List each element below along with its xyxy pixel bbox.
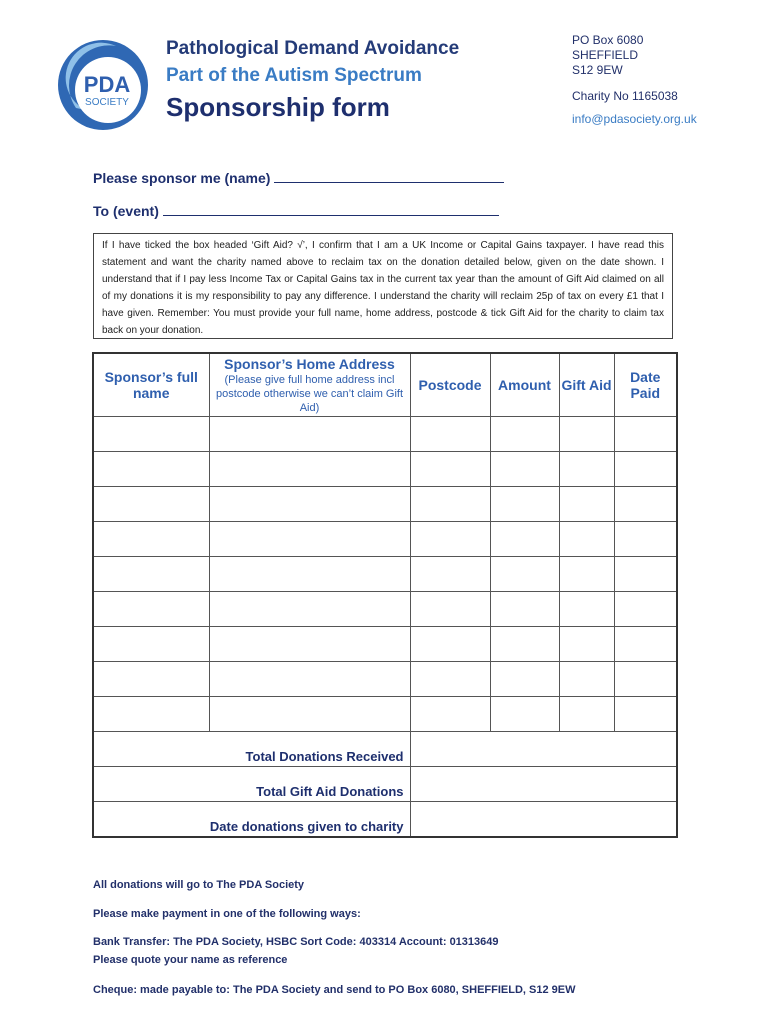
cell-gift-aid[interactable] [559,591,614,626]
header-date-paid: Date Paid [614,353,677,416]
sponsor-name-label: Please sponsor me (name) [93,170,271,186]
cell-address[interactable] [209,416,410,451]
total-gift-aid-label: Total Gift Aid Donations [93,766,410,801]
cell-postcode[interactable] [410,451,490,486]
cell-name[interactable] [93,451,209,486]
cell-postcode[interactable] [410,416,490,451]
header-home-address-note: (Please give full home address incl postcode otherwise we can’t claim Gift Aid) [215,373,404,414]
cell-postcode[interactable] [410,591,490,626]
table-header-row [93,353,677,416]
cell-gift-aid[interactable] [559,661,614,696]
cell-address[interactable] [209,486,410,521]
sponsorship-table [92,352,678,838]
table-row [93,661,677,696]
address-line: SHEFFIELD [572,48,639,62]
cell-amount[interactable] [490,416,559,451]
cell-name[interactable] [93,696,209,731]
cell-date[interactable] [614,626,677,661]
cell-address[interactable] [209,696,410,731]
cell-postcode[interactable] [410,556,490,591]
header-sponsor-name: Sponsor’s full name [93,353,209,416]
table-row [93,416,677,451]
sponsor-name-line[interactable] [274,168,504,183]
pda-society-logo [56,38,150,132]
cell-amount[interactable] [490,591,559,626]
total-gift-aid-row [93,766,677,801]
cell-date[interactable] [614,521,677,556]
cell-date[interactable] [614,556,677,591]
table-row [93,556,677,591]
footer-cheque: Cheque: made payable to: The PDA Society and send to PO Box 6080, SHEFFIELD, S12 9EW [93,984,576,996]
header-postcode: Postcode [410,353,490,416]
cell-date[interactable] [614,661,677,696]
date-given-row [93,801,677,837]
gift-aid-statement: If I have ticked the box headed ‘Gift Aid? √’, I confirm that I am a UK Income or Capital Gains taxpayer. I have read this statement and want the charity named above to reclaim tax on the donation detailed below, given on the date shown. I understand that if I pay less Income Tax or Capital Gains tax in the current tax year than the amount of Gift Aid claimed on all of my donations it is my responsibility to pay any difference. I understand the charity will reclaim 25p of tax on every £1 that I have given. Remember: You must provide your full name, home address, postcode & tick Gift Aid for the charity to claim tax back on your donation. [93,233,673,339]
cell-date[interactable] [614,451,677,486]
cell-address[interactable] [209,556,410,591]
org-title: Pathological Demand Avoidance [166,38,460,59]
date-given-value[interactable] [410,801,677,837]
charity-number: Charity No 1165038 [572,89,678,103]
cell-date[interactable] [614,591,677,626]
header-home-address [209,353,410,416]
cell-address[interactable] [209,591,410,626]
cell-name[interactable] [93,486,209,521]
cell-date[interactable] [614,696,677,731]
cell-amount[interactable] [490,521,559,556]
cell-name[interactable] [93,591,209,626]
footer-bank-transfer: Bank Transfer: The PDA Society, HSBC Sort Code: 403314 Account: 01313649 [93,936,499,948]
contact-email-link[interactable]: info@pdasociety.org.uk [572,112,697,126]
cell-date[interactable] [614,416,677,451]
cell-gift-aid[interactable] [559,486,614,521]
header-amount: Amount [490,353,559,416]
cell-date[interactable] [614,486,677,521]
form-title: Sponsorship form [166,92,390,122]
cell-postcode[interactable] [410,486,490,521]
cell-gift-aid[interactable] [559,416,614,451]
postal-address [572,33,643,78]
cell-address[interactable] [209,521,410,556]
cell-gift-aid[interactable] [559,521,614,556]
cell-address[interactable] [209,661,410,696]
address-line: S12 9EW [572,63,623,77]
cell-gift-aid[interactable] [559,626,614,661]
address-line: PO Box 6080 [572,33,644,47]
cell-name[interactable] [93,521,209,556]
table-row [93,451,677,486]
cell-amount[interactable] [490,451,559,486]
cell-name[interactable] [93,416,209,451]
cell-amount[interactable] [490,696,559,731]
table-row [93,521,677,556]
total-donations-label: Total Donations Received [93,731,410,766]
cell-gift-aid[interactable] [559,451,614,486]
total-gift-aid-value[interactable] [410,766,677,801]
cell-postcode[interactable] [410,661,490,696]
footer-donations-note: All donations will go to The PDA Society [93,879,305,891]
table-row [93,486,677,521]
cell-amount[interactable] [490,626,559,661]
cell-name[interactable] [93,556,209,591]
cell-address[interactable] [209,451,410,486]
cell-postcode[interactable] [410,696,490,731]
cell-gift-aid[interactable] [559,696,614,731]
cell-postcode[interactable] [410,626,490,661]
table-row [93,591,677,626]
cell-amount[interactable] [490,556,559,591]
footer-payment-intro: Please make payment in one of the following ways: [93,908,361,920]
total-donations-row [93,731,677,766]
cell-gift-aid[interactable] [559,556,614,591]
cell-address[interactable] [209,626,410,661]
table-row [93,696,677,731]
logo-text-sub: SOCIETY [85,97,129,108]
footer-reference-note: Please quote your name as reference [93,954,288,966]
event-label: To (event) [93,203,159,219]
cell-postcode[interactable] [410,521,490,556]
event-field [93,201,499,219]
cell-name[interactable] [93,661,209,696]
total-donations-value[interactable] [410,731,677,766]
sponsor-name-field [93,168,504,186]
event-line[interactable] [163,201,499,216]
table-row [93,626,677,661]
date-given-label: Date donations given to charity [93,801,410,837]
logo-text-main: PDA [83,72,131,97]
cell-amount[interactable] [490,661,559,696]
cell-name[interactable] [93,626,209,661]
header-gift-aid: Gift Aid [559,353,614,416]
header-home-address-title: Sponsor’s Home Address [224,355,395,372]
cell-amount[interactable] [490,486,559,521]
org-subtitle: Part of the Autism Spectrum [166,65,422,86]
